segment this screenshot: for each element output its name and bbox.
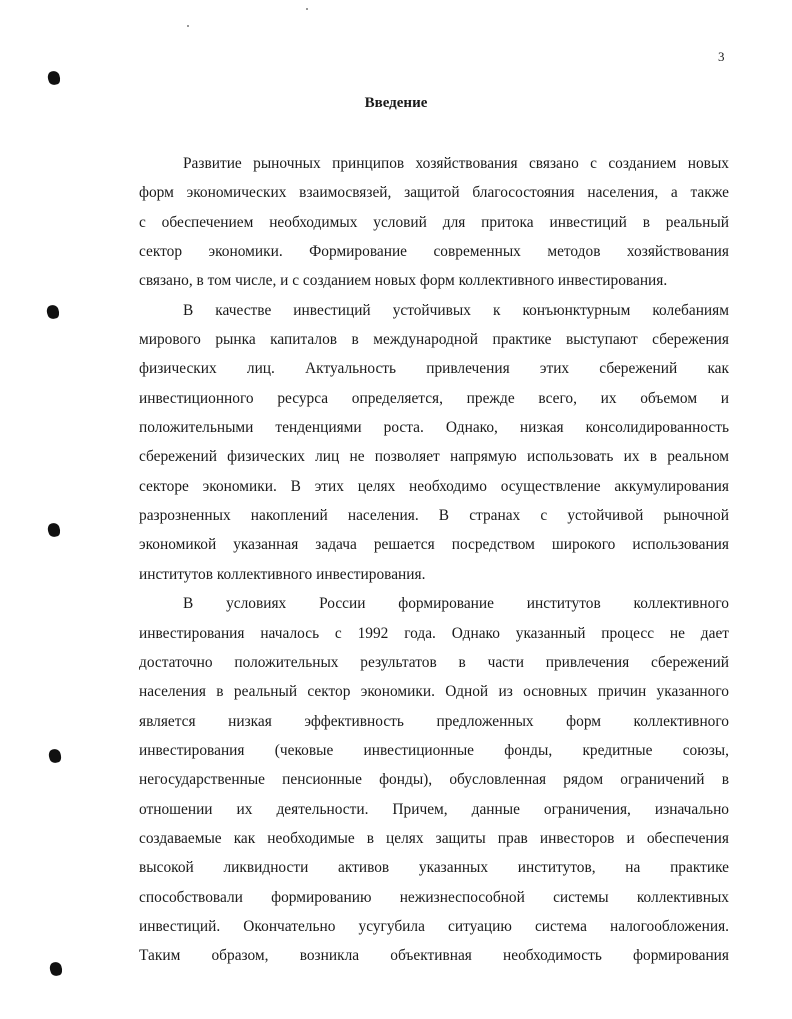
text-line: институтов коллективного инвестирования. xyxy=(139,565,426,583)
text-line: сектор экономики. Формирование современных методов хозяйствования xyxy=(139,243,729,261)
text-line: создаваемые как необходимые в целях защиты прав инвесторов и обеспечения xyxy=(139,829,729,847)
text-line: инвестирования (чековые инвестиционные фонды, кредитные союзы, xyxy=(139,741,729,759)
scan-speck xyxy=(187,25,189,27)
text-line: положительными тенденциями роста. Однако, низкая консолидированность xyxy=(139,419,729,437)
text-line: способствовали формированию нежизнеспособной системы коллективных xyxy=(139,888,729,906)
text-line: разрозненных накоплений населения. В странах с устойчивой рыночной xyxy=(139,507,729,525)
punch-hole-mark xyxy=(46,521,62,538)
text-line: населения в реальный сектор экономики. Одной из основных причин указанного xyxy=(139,683,729,701)
text-line: высокой ликвидности активов указанных институтов, на практике xyxy=(139,859,729,877)
text-line: секторе экономики. В этих целях необходимо осуществление аккумулирования xyxy=(139,477,729,495)
punch-hole-mark xyxy=(48,960,64,977)
document-body xyxy=(139,149,729,971)
text-line: инвестирования началось с 1992 года. Однако указанный процесс не дает xyxy=(139,624,729,642)
text-line: инвестиций. Окончательно усугубила ситуацию система налогообложения. xyxy=(139,917,729,935)
text-line: является низкая эффективность предложенных форм коллективного xyxy=(139,712,729,730)
page-title: Введение xyxy=(364,95,428,111)
text-line: сбережений физических лиц не позволяет напрямую использовать их в реальном xyxy=(139,448,729,466)
text-line: инвестиционного ресурса определяется, прежде всего, их объемом и xyxy=(139,389,729,407)
text-line: В условиях России формирование институтов коллективного xyxy=(183,595,729,613)
punch-hole-mark xyxy=(45,303,61,320)
text-line: В качестве инвестиций устойчивых к конъюнктурным колебаниям xyxy=(183,301,729,319)
text-line: форм экономических взаимосвязей, защитой благосостояния населения, а также xyxy=(139,184,729,202)
text-line: связано, в том числе, и с созданием новых форм коллективного инвестирования. xyxy=(139,272,668,290)
text-line: отношении их деятельности. Причем, данные ограничения, изначально xyxy=(139,800,729,818)
punch-hole-mark xyxy=(47,747,63,764)
text-line: негосударственные пенсионные фонды), обусловленная рядом ограничений в xyxy=(139,771,729,789)
text-line: с обеспечением необходимых условий для притока инвестиций в реальный xyxy=(139,213,729,231)
text-line: физических лиц. Актуальность привлечения этих сбережений как xyxy=(139,360,729,378)
punch-hole-mark xyxy=(46,69,62,86)
page-number: 3 xyxy=(718,49,725,64)
text-line: экономикой указанная задача решается посредством широкого использования xyxy=(139,536,729,554)
text-line: мирового рынка капиталов в международной практике выступают сбережения xyxy=(139,331,729,349)
text-line: достаточно положительных результатов в части привлечения сбережений xyxy=(139,653,729,671)
text-line: Развитие рыночных принципов хозяйствования связано с созданием новых xyxy=(183,155,729,172)
text-line: Таким образом, возникла объективная необходимость формирования xyxy=(139,947,729,965)
scan-speck xyxy=(306,8,308,10)
